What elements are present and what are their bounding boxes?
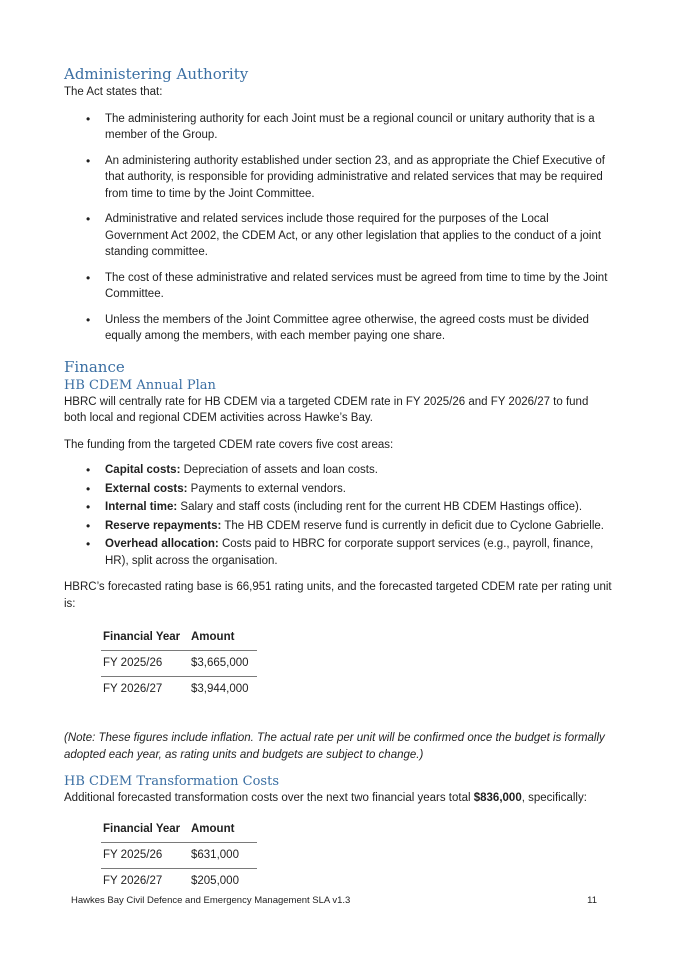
- cost-area-text: Salary and staff costs (including rent for the current HB CDEM Hastings office).: [177, 501, 583, 513]
- footer-document-title: Hawkes Bay Civil Defence and Emergency Management SLA v1.3: [71, 895, 351, 906]
- list-item: [64, 536, 612, 569]
- cost-area-text: Depreciation of assets and loan costs.: [180, 464, 378, 476]
- authority-bullet-list: [64, 111, 612, 345]
- annual-plan-paragraph: HBRC will centrally rate for HB CDEM via a targeted CDEM rate in FY 2025/26 and FY 2026/27 to fund both local and regional CDEM activities across Hawke’s Bay.: [64, 395, 589, 424]
- inflation-note: (Note: These figures include inflation. The actual rate per unit will be confirmed once the budget is formally adopted each year, as rating units and budgets are subject to change.): [64, 732, 605, 761]
- cost-area-label: Overhead allocation:: [105, 538, 219, 550]
- list-item: • Unless the members of the Joint Committee agree otherwise, the agreed costs must be divided equally among the members, with each member paying one share.: [64, 312, 612, 345]
- transformation-costs-heading: HB CDEM Transformation Costs: [64, 774, 279, 789]
- list-item: • Administrative and related services include those required for the purposes of the Local Government Act 2002, the CDEM Act, or any other legislation that applies to the conduct of a joint standing committee.: [64, 211, 612, 261]
- cost-area-label: External costs:: [105, 482, 188, 495]
- amount-cell: $3,944,000: [191, 683, 249, 696]
- amount-cell: $631,000: [189, 842, 257, 868]
- administering-authority-heading: Administering Authority: [64, 65, 249, 83]
- page-content: [64, 64, 612, 894]
- financial-year-cell: FY 2026/27: [103, 874, 163, 887]
- transformation-total: $836,000: [473, 792, 522, 804]
- cost-area-label: Internal time:: [105, 501, 178, 513]
- column-header-amount: Amount: [189, 817, 257, 843]
- page-footer: [71, 893, 597, 910]
- amount-cell: $3,665,000: [189, 651, 257, 677]
- transformation-paragraph: [64, 790, 612, 807]
- finance-heading: Finance: [64, 357, 125, 376]
- list-item: [64, 481, 612, 498]
- column-header-financial-year: Financial Year: [101, 625, 189, 651]
- list-item: [64, 499, 612, 516]
- cost-area-label: Capital costs:: [105, 464, 181, 476]
- cost-area-text: The HB CDEM reserve fund is currently in deficit due to Cyclone Gabrielle.: [221, 519, 604, 532]
- transformation-text-after: , specifically:: [521, 792, 587, 804]
- cost-area-text: Payments to external vendors.: [187, 482, 346, 495]
- table-header-row: [101, 625, 257, 651]
- financial-year-cell: FY 2025/26: [101, 842, 189, 868]
- act-intro: The Act states that:: [64, 86, 163, 98]
- list-item: • The cost of these administrative and related services must be agreed from time to time by the Joint Committee.: [64, 270, 612, 303]
- annual-plan-heading: HB CDEM Annual Plan: [64, 377, 216, 393]
- table-header-row: [101, 817, 257, 843]
- cost-areas-intro: The funding from the targeted CDEM rate covers five cost areas:: [64, 438, 394, 451]
- financial-year-cell: FY 2026/27: [103, 683, 163, 696]
- financial-year-cell: FY 2025/26: [101, 651, 189, 677]
- rating-base-paragraph: HBRC’s forecasted rating base is 66,951 rating units, and the forecasted targeted CDEM rate per rating unit is:: [64, 581, 612, 610]
- amount-cell: $205,000: [191, 874, 239, 887]
- cost-area-text: Costs paid to HBRC for corporate support services (e.g., payroll, finance, HR), split across the organisation.: [105, 538, 594, 567]
- list-item: [64, 462, 612, 479]
- table-row: [101, 677, 257, 703]
- cost-areas-list: [64, 462, 612, 569]
- table-row: [101, 842, 257, 868]
- transformation-text-before: Additional forecasted transformation costs over the next two financial years total: [64, 792, 474, 804]
- cost-area-label: Reserve repayments:: [105, 519, 222, 532]
- table-row: [101, 868, 257, 894]
- table-row: [101, 651, 257, 677]
- targeted-rate-table: [101, 625, 257, 702]
- column-header-amount: Amount: [189, 625, 257, 651]
- transformation-costs-table: [101, 817, 257, 894]
- list-item: • An administering authority established under section 23, and as appropriate the Chief Executive of that authority, is responsible for providing administrative and related services that may be required from time to time by the Joint Committee.: [64, 153, 612, 203]
- column-header-financial-year: Financial Year: [101, 817, 189, 843]
- page-number: 11: [587, 895, 597, 906]
- list-item: [64, 518, 612, 535]
- list-item: • The administering authority for each Joint must be a regional council or unitary authority that is a member of the Group.: [64, 111, 612, 144]
